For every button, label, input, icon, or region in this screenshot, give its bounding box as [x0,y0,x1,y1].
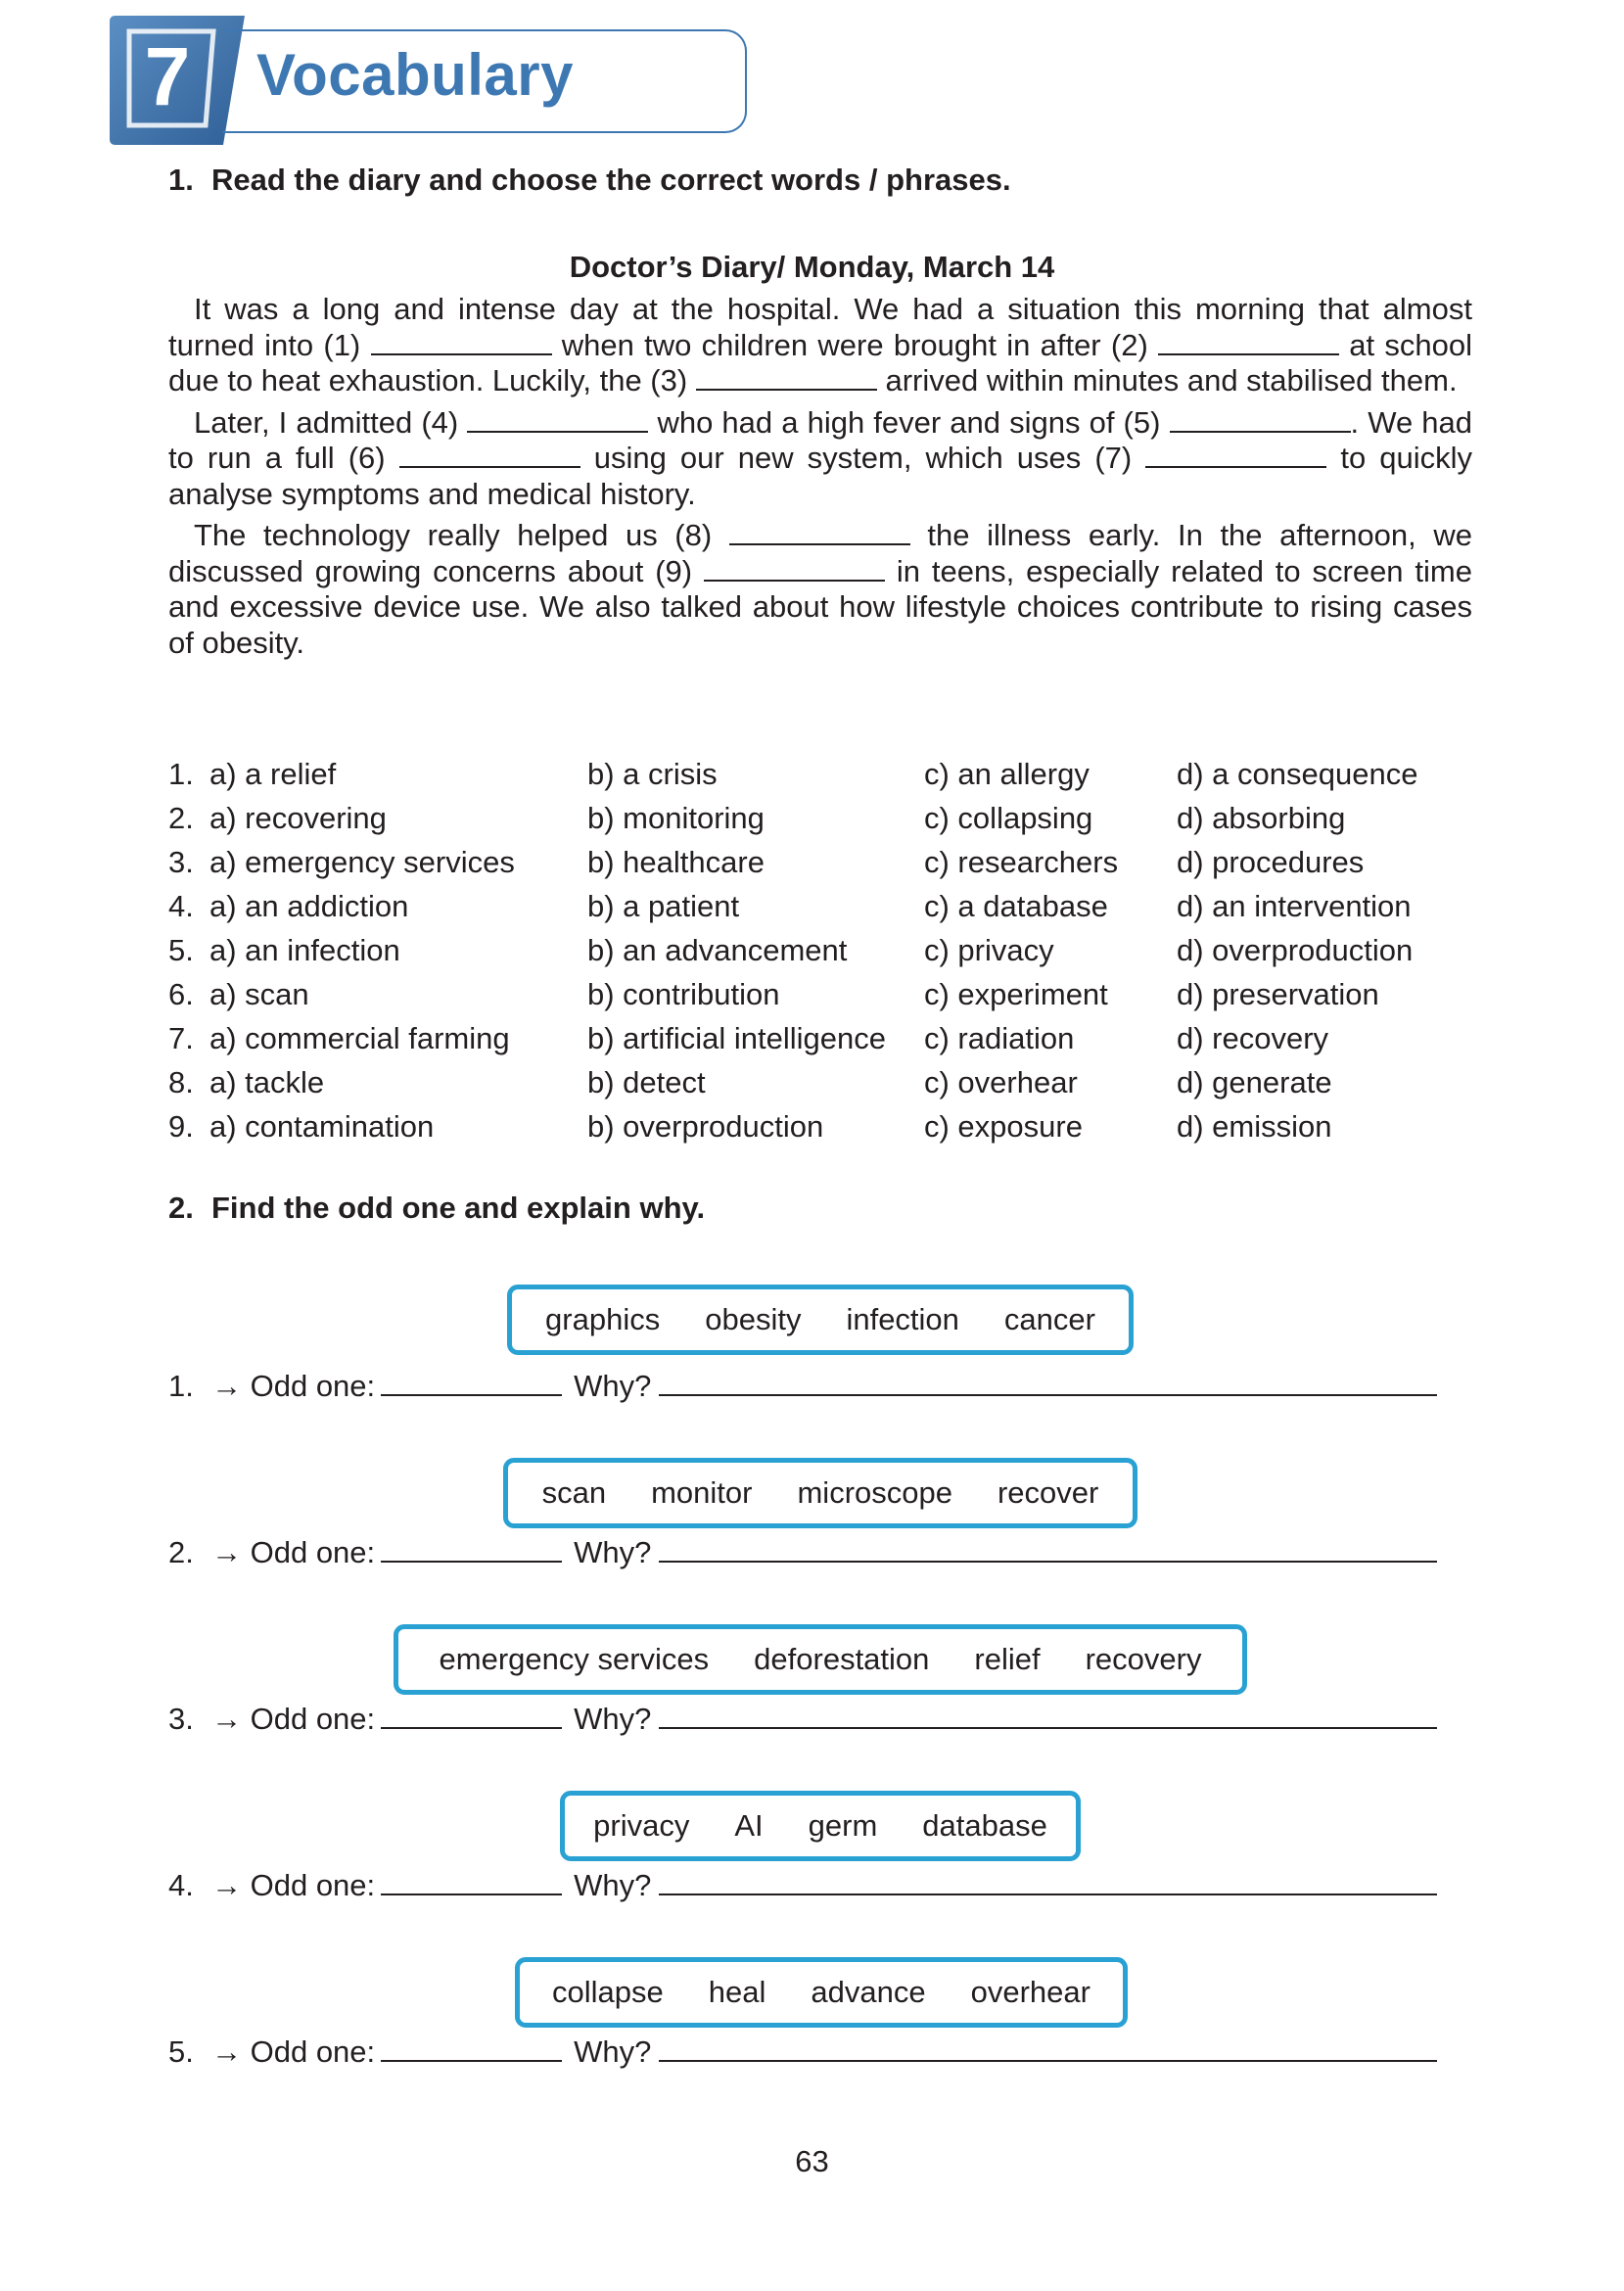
answer-line-1 [168,1369,1437,1404]
word-box-4 [560,1791,1081,1861]
word-box-word[interactable]: recovery [1085,1642,1202,1676]
word-box-2 [503,1458,1137,1528]
option-a[interactable] [168,1060,587,1104]
option-a[interactable] [168,1016,587,1060]
diary-text-segment: It was a long and intense day at the hospital. We had a situation this morning that almost turned into (1) [168,292,1472,362]
option-number: 2. [168,800,194,835]
option-a-label: a) an addiction [209,888,409,923]
option-a[interactable] [168,796,587,840]
option-a[interactable] [168,884,587,928]
why-blank[interactable] [659,1537,1437,1563]
word-box-1 [507,1285,1134,1355]
options-row [168,752,1470,796]
diary-paragraph-1 [168,292,1472,399]
word-box-word[interactable]: AI [734,1808,764,1843]
option-number: 3. [168,844,194,879]
option-a-label: a) tackle [209,1064,325,1099]
word-box-word[interactable]: microscope [797,1475,952,1510]
task2-instruction: Find the odd one and explain why. [211,1191,706,1225]
option-c[interactable]: c) overhear [924,1064,1078,1099]
option-b[interactable]: b) healthcare [587,844,765,879]
word-box-word[interactable]: advance [811,1975,926,2009]
why-label: Why? [574,1369,652,1403]
word-box-word[interactable]: obesity [705,1302,802,1336]
option-c[interactable]: c) researchers [924,844,1119,879]
option-number: 4. [168,888,194,923]
task1-heading [168,163,1011,198]
word-box-word[interactable]: monitor [651,1475,753,1510]
item-number: 4. [168,1868,194,1902]
why-blank[interactable] [659,1371,1437,1396]
word-box-word[interactable]: database [922,1808,1047,1843]
option-c[interactable]: c) exposure [924,1108,1083,1144]
word-box-word[interactable]: germ [808,1808,878,1843]
option-number: 9. [168,1108,194,1144]
option-d[interactable]: d) absorbing [1177,800,1346,835]
why-label: Why? [574,1535,652,1569]
why-label: Why? [574,1702,652,1736]
odd-one-blank[interactable] [381,1704,562,1729]
task1-instruction: Read the diary and choose the correct words / phrases. [211,163,1011,197]
gap-3[interactable] [696,363,877,391]
options-row [168,1104,1470,1148]
options-row [168,796,1470,840]
option-b[interactable]: b) contribution [587,976,780,1011]
diary-text-segment: who had a high fever and signs of (5) [657,404,1161,440]
option-d[interactable]: d) overproduction [1177,932,1414,967]
task2-heading [168,1191,705,1226]
options-row [168,884,1470,928]
word-box-word[interactable]: scan [541,1475,607,1510]
word-box-word[interactable]: relief [974,1642,1041,1676]
diary-text-segment: arrived within minutes and stabilised them. [885,363,1458,397]
answer-line-3 [168,1702,1437,1737]
task2-number: 2. [168,1191,194,1225]
diary-text-segment: to quickly analyse symptoms and medical history. [168,441,1473,511]
option-a[interactable] [168,928,587,972]
item-number: 3. [168,1702,194,1736]
word-box-word[interactable]: privacy [593,1808,690,1843]
why-blank[interactable] [659,1870,1437,1895]
diary-heading: Doctor’s Diary/ Monday, March 14 [569,250,1055,284]
option-a-label: a) a relief [209,756,337,791]
diary-text-segment: at school due to heat exhaustion. Luckily, the (3) [168,327,1472,397]
option-d[interactable]: d) generate [1177,1064,1332,1099]
word-box-word[interactable]: recover [997,1475,1099,1510]
why-label: Why? [574,2034,652,2069]
option-b[interactable]: b) monitoring [587,800,765,835]
odd-one-label: → Odd one: [211,1535,376,1569]
odd-one-blank[interactable] [381,1870,562,1895]
option-d[interactable]: d) preservation [1177,976,1379,1011]
option-b[interactable]: b) a crisis [587,756,718,791]
diary-text-segment: when two children were brought in after (2) [561,327,1148,362]
word-box-word[interactable]: infection [846,1302,959,1336]
item-number: 1. [168,1369,194,1403]
odd-one-label: → Odd one: [211,2034,376,2069]
option-b[interactable]: b) artificial intelligence [587,1020,886,1055]
option-a[interactable] [168,752,587,796]
answer-line-2 [168,1535,1437,1570]
why-blank[interactable] [659,1704,1437,1729]
odd-one-label: → Odd one: [211,1702,376,1736]
diary-paragraph-2 [168,405,1472,513]
diary-text-segment: the illness early. In the afternoon, we discussed growing concerns about (9) [168,518,1472,588]
option-c[interactable]: c) radiation [924,1020,1075,1055]
odd-one-blank[interactable] [381,1371,562,1396]
option-number: 5. [168,932,194,967]
option-a[interactable] [168,840,587,884]
option-c[interactable]: c) collapsing [924,800,1093,835]
gap-2[interactable] [1158,328,1339,355]
option-d[interactable]: d) an intervention [1177,888,1412,923]
word-box-3 [394,1624,1247,1695]
gap-8[interactable] [729,518,910,545]
option-c[interactable]: c) privacy [924,932,1054,967]
odd-one-blank[interactable] [381,2036,562,2062]
option-d[interactable]: d) recovery [1177,1020,1329,1055]
gap-1[interactable] [371,328,552,355]
option-number: 7. [168,1020,194,1055]
item-number: 5. [168,2034,194,2069]
item-number: 2. [168,1535,194,1569]
gap-4[interactable] [467,405,648,433]
options-table [168,752,1470,1148]
word-box-word[interactable]: deforestation [754,1642,930,1676]
word-box-word[interactable]: overhear [970,1975,1090,2009]
option-number: 1. [168,756,194,791]
option-number: 6. [168,976,194,1011]
page-number: 63 [795,2144,829,2178]
word-box-word[interactable]: cancer [1003,1302,1095,1336]
option-number: 8. [168,1064,194,1099]
option-c[interactable]: c) a database [924,888,1108,923]
option-b[interactable]: b) detect [587,1064,706,1099]
options-row [168,1016,1470,1060]
word-box-word[interactable]: heal [708,1975,766,2009]
diary-text-segment: Later, I admitted (4) [194,404,459,440]
option-c[interactable]: c) an allergy [924,756,1090,791]
odd-one-label: → Odd one: [211,1369,376,1403]
word-box-word[interactable]: graphics [545,1302,661,1336]
option-a-label: a) contamination [209,1108,435,1144]
option-b[interactable]: b) overproduction [587,1108,824,1144]
option-a-label: a) scan [209,976,309,1011]
odd-one-blank[interactable] [381,1537,562,1563]
gap-7[interactable] [1145,441,1326,468]
option-a[interactable] [168,972,587,1016]
diary-text-segment: The technology really helped us (8) [194,518,713,552]
word-box-5 [515,1957,1128,2028]
option-b[interactable]: b) an advancement [587,932,848,967]
gap-5[interactable] [1170,405,1351,433]
option-a-label: a) commercial farming [209,1020,510,1055]
why-label: Why? [574,1868,652,1902]
option-c[interactable]: c) experiment [924,976,1108,1011]
options-row [168,972,1470,1016]
option-d[interactable]: d) a consequence [1177,756,1418,791]
task1-number: 1. [168,163,194,197]
option-a[interactable] [168,1104,587,1148]
diary-text-segment: in teens, especially related to screen time and excessive device use. We also talked about how lifestyle choices contribute to rising cases of obesity. [168,553,1472,660]
word-box-word[interactable]: collapse [552,1975,664,2009]
diary-paragraph-3 [168,518,1472,661]
gap-9[interactable] [704,554,885,582]
answer-line-4 [168,1868,1437,1903]
answer-line-5 [168,2034,1437,2070]
diary-text-segment: . We had to run a full (6) [168,404,1472,475]
unit-number: 7 [144,30,191,122]
option-a-label: a) an infection [209,932,400,967]
diary-text-segment: using our new system, which uses (7) [593,441,1133,475]
options-row [168,928,1470,972]
odd-one-label: → Odd one: [211,1868,376,1902]
option-a-label: a) recovering [209,800,387,835]
diary-text [168,292,1472,667]
word-box-word[interactable]: emergency services [439,1642,710,1676]
option-d[interactable]: d) procedures [1177,844,1365,879]
why-blank[interactable] [659,2036,1437,2062]
unit-title: Vocabulary [256,42,575,108]
option-a-label: a) emergency services [209,844,515,879]
options-row [168,1060,1470,1104]
option-b[interactable]: b) a patient [587,888,740,923]
gap-6[interactable] [399,441,580,468]
options-row [168,840,1470,884]
option-d[interactable]: d) emission [1177,1108,1332,1144]
